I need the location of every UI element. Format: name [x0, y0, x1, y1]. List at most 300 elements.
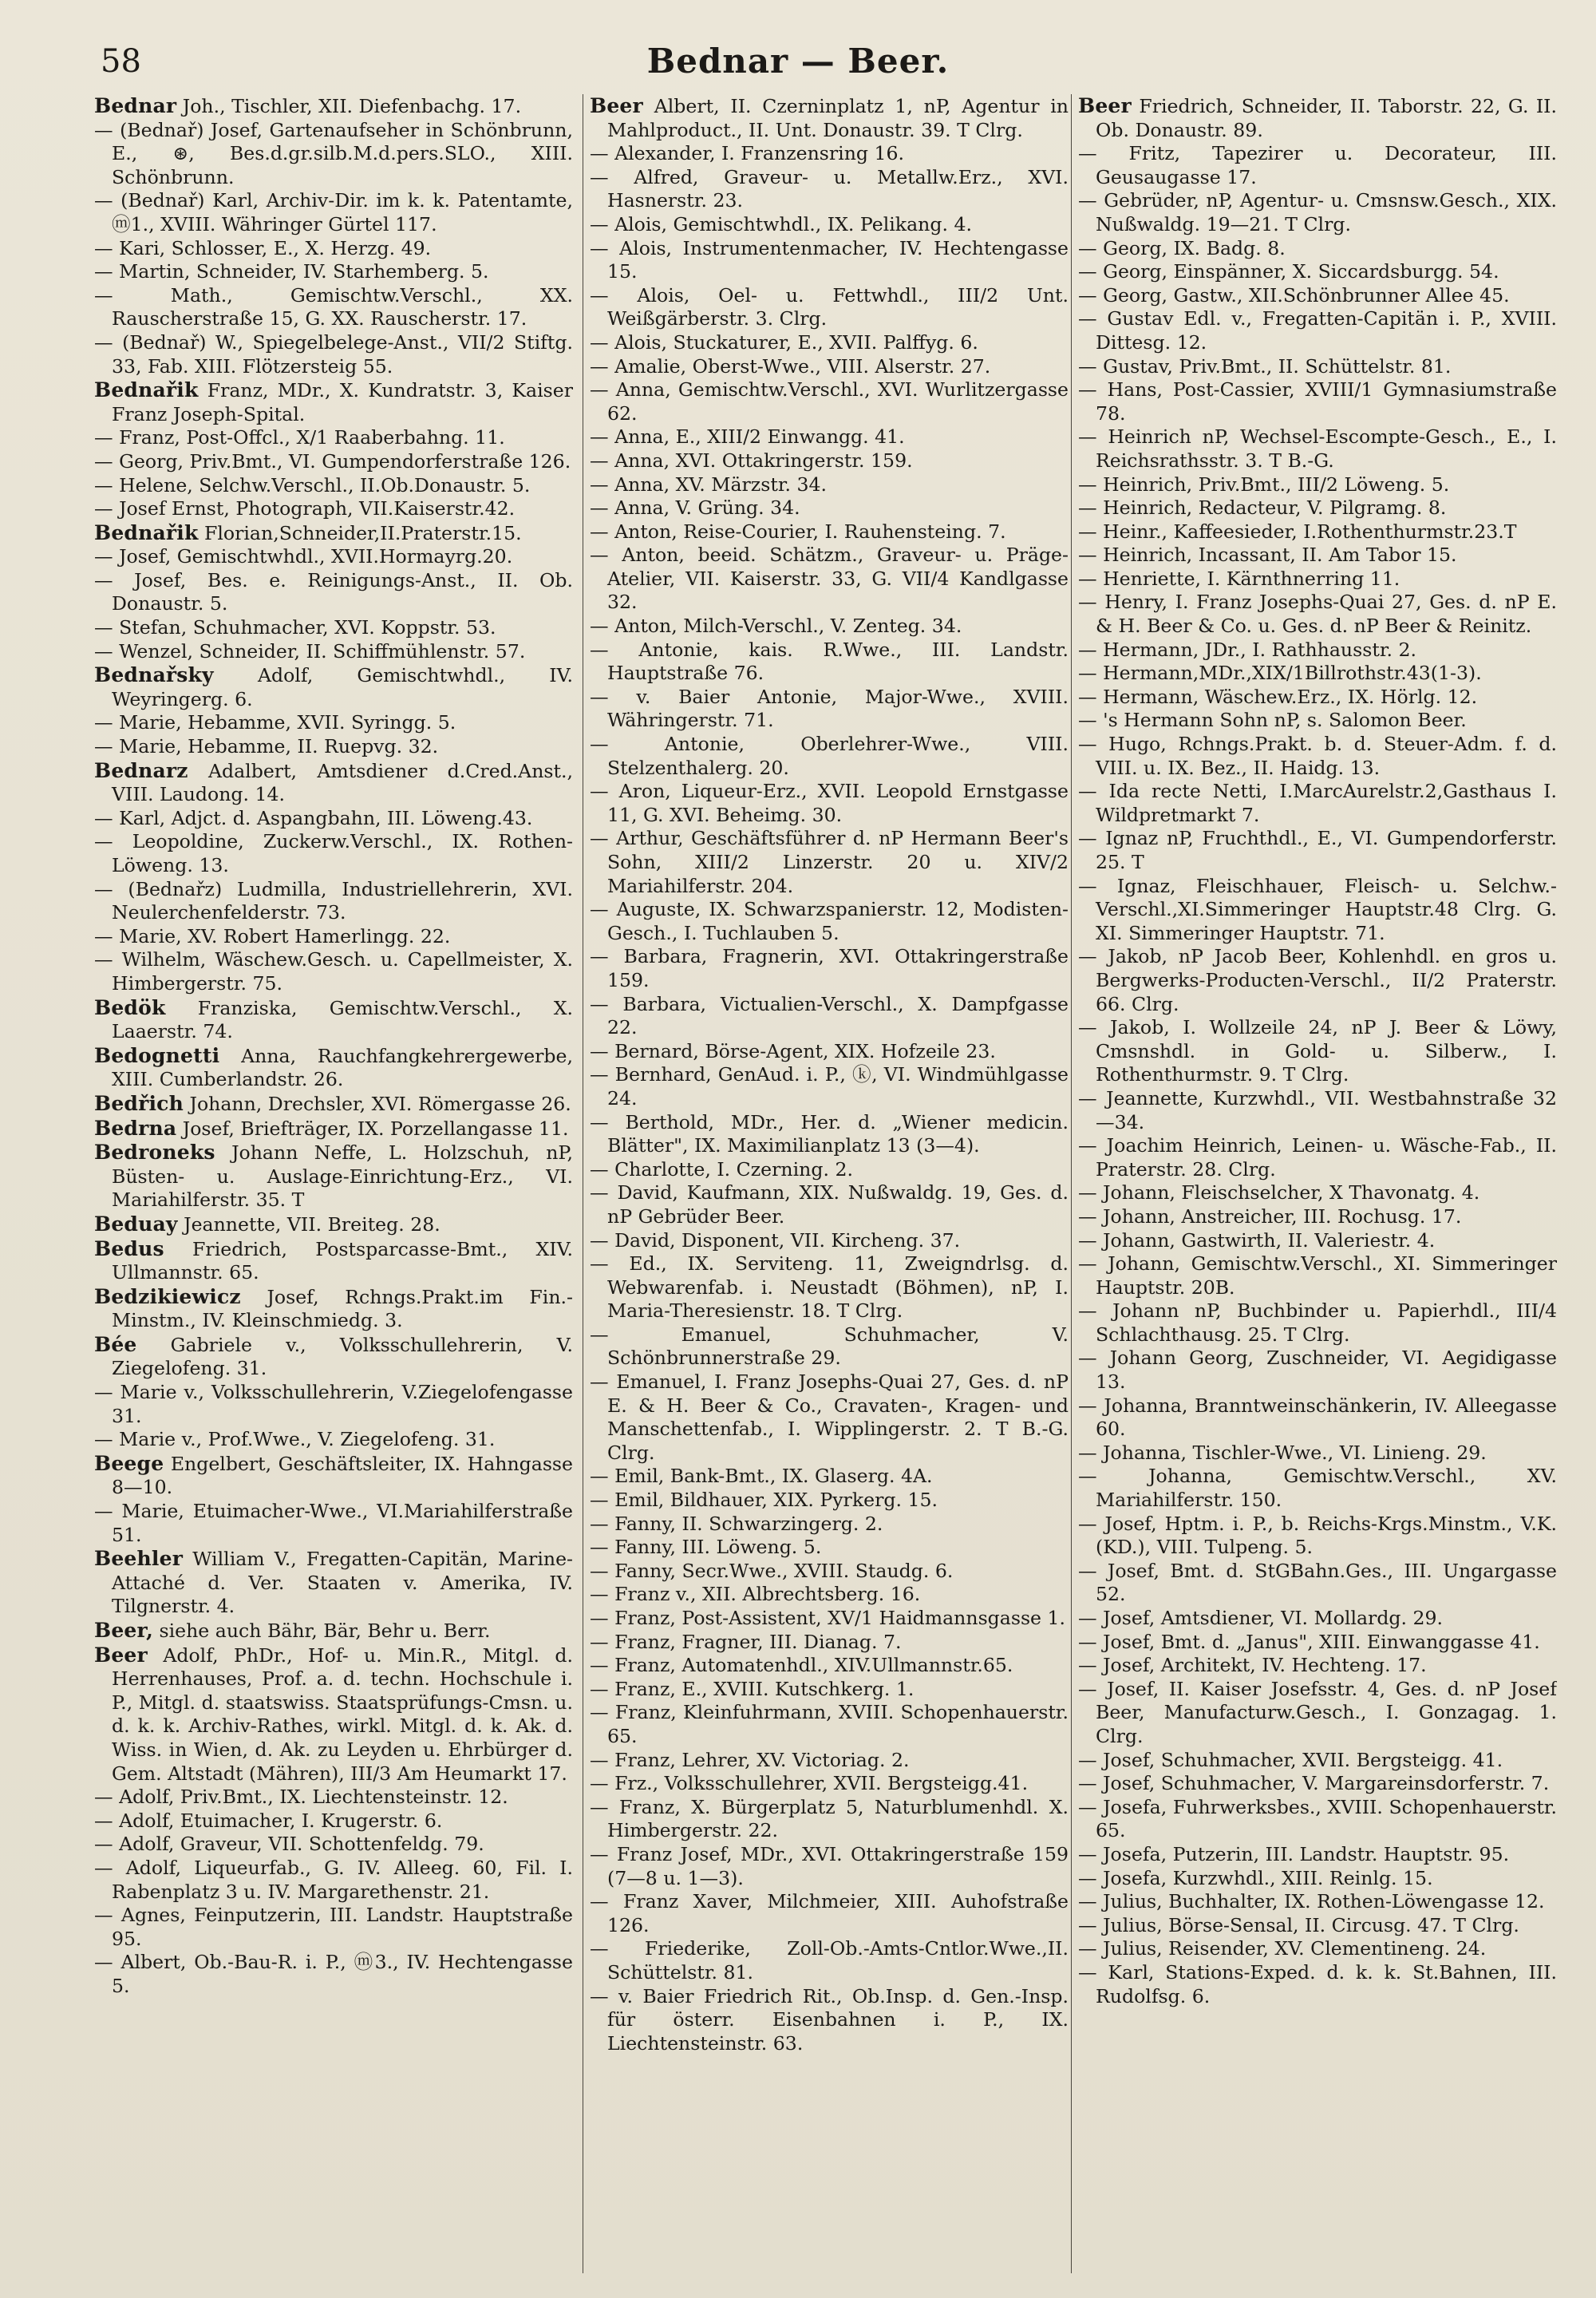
- directory-entry: [590, 1513, 1069, 1537]
- directory-entry: [94, 1500, 573, 1547]
- directory-entry: [1078, 591, 1557, 638]
- directory-entry: [1078, 1252, 1557, 1299]
- directory-entry: [1078, 1087, 1557, 1134]
- entry-text: — Emil, Bank-Bmt., IX. Glaserg. 4A.: [590, 1465, 933, 1488]
- directory-entry: [94, 759, 573, 807]
- directory-entry: [590, 945, 1069, 992]
- directory-entry: [590, 1654, 1069, 1678]
- directory-entry: [590, 1749, 1069, 1773]
- entry-text: — 's Hermann Sohn nP, s. Salomon Beer.: [1078, 709, 1467, 732]
- directory-entry: [94, 284, 573, 331]
- directory-entry: [94, 497, 573, 521]
- directory-entry: [94, 663, 573, 711]
- directory-entry: [1078, 520, 1557, 544]
- directory-entry: [590, 780, 1069, 827]
- directory-entry: [1078, 1394, 1557, 1442]
- directory-entry: [1078, 827, 1557, 874]
- entry-text: — Johann, Gastwirth, II. Valeriestr. 4.: [1078, 1228, 1436, 1252]
- entry-text: — Henriette, I. Kärnthnerring 11.: [1078, 567, 1400, 590]
- entry-text: — Johann, Gemischtw.Verschl., XI. Simmeringer Hauptstr. 20B.: [1078, 1252, 1557, 1299]
- entry-text: — David, Kaufmann, XIX. Nußwaldg. 19, Ges. d. nP Gebrüder Beer.: [590, 1181, 1069, 1228]
- directory-entry: [590, 355, 1069, 379]
- entry-text: — David, Disponent, VII. Kircheng. 37.: [590, 1228, 961, 1252]
- entry-text: Adolf, PhDr., Hof- u. Min.R., Mitgl. d. Herrenhauses, Prof. a. d. techn. Hochschule i. P., Mitgl. d. staatswiss. Staatsprüfungs-Cmsn. u. d. k. k. Archiv-Rathes, wirkl. Mitgl. d. k. Ak. d. Wiss. in Wien, d. Ak. zu Leyden u. Ehrbürger d. Gem. Altstadt (Mähren), III/3 Am Heumarkt 17.: [112, 1643, 573, 1785]
- directory-entry: [590, 1890, 1069, 1937]
- entry-text: — Emanuel, Schuhmacher, V. Schönbrunnerstraße 29.: [590, 1323, 1069, 1370]
- entry-text: Friedrich, Postsparcasse-Bmt., XIV. Ullmannstr. 65.: [112, 1237, 573, 1284]
- entry-text: — Aron, Liqueur-Erz., XVII. Leopold Ernstgasse 11, G. XVI. Beheimg. 30.: [590, 780, 1069, 826]
- entry-text: — Franz, E., XVIII. Kutschkerg. 1.: [590, 1677, 915, 1700]
- directory-entry: [590, 1937, 1069, 1984]
- directory-entry: [94, 1212, 573, 1237]
- column-3: [1071, 94, 1557, 2273]
- entry-text: — Georg, Einspänner, X. Siccardsburgg. 54.: [1078, 260, 1499, 283]
- entry-text: Johann, Drechsler, XVI. Römergasse 26.: [189, 1092, 571, 1115]
- entry-text: — Jakob, nP Jacob Beer, Kohlenhdl. en gros u. Bergwerks-Producten-Verschl., II/2 Praterstr. 66. Clrg.: [1078, 945, 1557, 1015]
- entry-text: — Berthold, MDr., Her. d. „Wiener medicin. Blätter", IX. Maximilianplatz 13 (3—4).: [590, 1110, 1069, 1157]
- entry-text: — Alfred, Graveur- u. Metallw.Erz., XVI. Hasnerstr. 23.: [590, 165, 1069, 212]
- entry-text: — Josef, Amtsdiener, VI. Mollardg. 29.: [1078, 1607, 1444, 1629]
- directory-entry: [94, 426, 573, 450]
- entry-text: — Amalie, Oberst-Wwe., VIII. Alserstr. 27.: [590, 354, 991, 378]
- entry-surname: Beer: [590, 94, 643, 117]
- entry-text: — Franz v., XII. Albrechtsberg. 16.: [590, 1583, 921, 1606]
- entry-text: — Albert, Ob.-Bau-R. i. P., ⓜ3., IV. Hechtengasse 5.: [94, 1951, 573, 1997]
- entry-text: — Josef, Bmt. d. „Janus", XIII. Einwanggasse 41.: [1078, 1630, 1540, 1653]
- entry-text: — Julius, Buchhalter, IX. Rothen-Löwengasse 12.: [1078, 1890, 1545, 1913]
- directory-entry: [94, 94, 573, 119]
- directory-entry: [590, 1370, 1069, 1465]
- entry-text: — Kari, Schlosser, E., X. Herzg. 49.: [94, 236, 432, 259]
- directory-entry: [94, 1857, 573, 1904]
- entry-text: — Barbara, Fragnerin, XVI. Ottakringerstraße 159.: [590, 945, 1069, 991]
- directory-entry: [1078, 568, 1557, 591]
- entry-surname: Bednar: [94, 94, 177, 117]
- directory-entry: [94, 119, 573, 190]
- directory-entry: [590, 1063, 1069, 1110]
- directory-entry: [94, 237, 573, 261]
- entry-text: — Josef, Hptm. i. P., b. Reichs-Krgs.Minstm., V.K. (KD.), VIII. Tulpeng. 5.: [1078, 1512, 1557, 1559]
- directory-entry: [590, 1772, 1069, 1796]
- directory-entry: [590, 733, 1069, 780]
- directory-entry: [1078, 425, 1557, 473]
- directory-entry: [590, 449, 1069, 473]
- directory-entry: [94, 189, 573, 236]
- entry-text: — Antonie, Oberlehrer-Wwe., VIII. Stelzenthalerg. 20.: [590, 733, 1069, 779]
- directory-entry: [1078, 1843, 1557, 1867]
- page-header: [0, 38, 1596, 94]
- entry-text: William V., Fregatten-Capitän, Marine-Attaché d. Ver. Staaten v. Amerika, IV. Tilgnerstr. 4.: [112, 1548, 573, 1618]
- directory-entry: [94, 735, 573, 759]
- entry-text: — Alois, Stuckaturer, E., XVII. Palffyg. 6.: [590, 330, 978, 354]
- column-1: [94, 94, 573, 2273]
- directory-entry: [1078, 686, 1557, 710]
- entry-text: — Josefa, Kurzwhdl., XIII. Reinlg. 15.: [1078, 1866, 1433, 1889]
- entry-surname: Bednařsky: [94, 663, 214, 687]
- entry-text: — Fritz, Tapezirer u. Decorateur, III. Geusaugasse 17.: [1078, 142, 1557, 188]
- directory-entry: [1078, 544, 1557, 568]
- directory-entry: [590, 639, 1069, 686]
- directory-entry: [94, 1428, 573, 1452]
- entry-text: — (Bednařz) Ludmilla, Industriellehrerin, XVI. Neulerchenfelderstr. 73.: [94, 877, 573, 924]
- directory-entry: [1078, 355, 1557, 379]
- entry-text: Adolf, Gemischtwhdl., IV. Weyringerg. 6.: [112, 664, 573, 710]
- directory-entry: [94, 1951, 573, 1998]
- column-2: [583, 94, 1069, 2273]
- entry-text: — Karl, Adjct. d. Aspangbahn, III. Löweng.43.: [94, 806, 533, 829]
- entry-text: Franziska, Gemischtw.Verschl., X. Laaerstr. 74.: [112, 996, 573, 1043]
- directory-entry: [94, 1904, 573, 1951]
- entry-text: — Josefa, Fuhrwerksbes., XVIII. Schopenhauerstr. 65.: [1078, 1795, 1557, 1842]
- directory-entry: [590, 1560, 1069, 1584]
- entry-surname: Bedzikiewicz: [94, 1284, 241, 1308]
- entry-text: — Josef, Bes. e. Reinigungs-Anst., II. Ob. Donaustr. 5.: [94, 568, 573, 615]
- directory-entry: [590, 142, 1069, 166]
- directory-entry: [1078, 709, 1557, 733]
- directory-entry: [1078, 142, 1557, 189]
- entry-text: — (Bednař) W., Spiegelbelege-Anst., VII/2 Stiftg. 33, Fab. XIII. Flötzersteig 55.: [94, 330, 573, 378]
- entry-text: — Gustav Edl. v., Fregatten-Capitän i. P., XVIII. Dittesg. 12.: [1078, 307, 1557, 354]
- entry-text: Joh., Tischler, XII. Diefenbachg. 17.: [182, 95, 522, 117]
- directory-entry: [590, 94, 1069, 142]
- entry-text: — Auguste, IX. Schwarzspanierstr. 12, Modisten-Gesch., I. Tuchlauben 5.: [590, 898, 1069, 944]
- entry-text: — Stefan, Schuhmacher, XVI. Koppstr. 53.: [94, 616, 496, 639]
- directory-entry: [1078, 94, 1557, 142]
- entry-surname: Beege: [94, 1451, 164, 1475]
- directory-entry: [1078, 1961, 1557, 2008]
- directory-entry: [1078, 1678, 1557, 1749]
- entry-text: — Antonie, kais. R.Wwe., III. Landstr. Hauptstraße 76.: [590, 638, 1069, 685]
- entry-text: — Anton, beeid. Schätzm., Graveur- u. Präge-Atelier, VII. Kaiserstr. 33, G. VII/4 Kandlgasse 32.: [590, 544, 1069, 614]
- entry-surname: Bednařik: [94, 520, 199, 544]
- directory-entry: [1078, 1016, 1557, 1087]
- entry-text: — Charlotte, I. Czerning. 2.: [590, 1157, 853, 1181]
- directory-entry: [94, 545, 573, 569]
- entry-text: — Josef, Bmt. d. StGBahn.Ges., III. Ungargasse 52.: [1078, 1559, 1557, 1606]
- entry-surname: Bedroneks: [94, 1141, 215, 1165]
- entry-text: — Martin, Schneider, IV. Starhemberg. 5.: [94, 260, 489, 283]
- entry-text: — Fanny, II. Schwarzingerg. 2.: [590, 1512, 883, 1535]
- directory-entry: [94, 1381, 573, 1428]
- entry-text: — Josefa, Putzerin, III. Landstr. Hauptstr. 95.: [1078, 1842, 1510, 1865]
- directory-entry: [1078, 1181, 1557, 1205]
- entry-text: — Heinr., Kaffeesieder, I.Rothenthurmstr.23.T: [1078, 520, 1517, 543]
- entry-text: — Ignaz, Fleischhauer, Fleisch- u. Selchw.-Verschl.,XI.Simmeringer Hauptstr.48 Clrg. G. XI. Simmeringer Hauptstr. 71.: [1078, 874, 1557, 944]
- entry-text: — Alois, Gemischtwhdl., IX. Pelikang. 4.: [590, 212, 972, 235]
- entry-text: — Anna, Gemischtw.Verschl., XVI. Wurlitzergasse 62.: [590, 378, 1069, 425]
- directory-entry: [590, 378, 1069, 425]
- directory-entry: [1078, 1796, 1557, 1843]
- directory-entry: [590, 473, 1069, 497]
- directory-entry: [1078, 875, 1557, 946]
- entry-text: siehe auch Bähr, Bär, Behr u. Berr.: [159, 1620, 491, 1642]
- directory-entry: [590, 1465, 1069, 1489]
- directory-entry: [94, 1117, 573, 1141]
- entry-text: — Fanny, III. Löweng. 5.: [590, 1536, 822, 1559]
- directory-entry: [1078, 1442, 1557, 1465]
- entry-text: — Johann Georg, Zuschneider, VI. Aegidigasse 13.: [1078, 1347, 1557, 1394]
- directory-entry: [1078, 780, 1557, 827]
- entry-text: — Math., Gemischtw.Verschl., XX. Rauscherstraße 15, G. XX. Rauscherstr. 17.: [94, 283, 573, 330]
- directory-entry: [590, 827, 1069, 898]
- entry-surname: Bée: [94, 1332, 137, 1356]
- directory-entry: [94, 1285, 573, 1333]
- entry-text: — Georg, Gastw., XII.Schönbrunner Allee 45.: [1078, 283, 1510, 307]
- directory-entry: [1078, 237, 1557, 261]
- entry-text: — Gustav, Priv.Bmt., II. Schüttelstr. 81.: [1078, 354, 1452, 378]
- directory-entry: [94, 616, 573, 640]
- directory-entry: [590, 237, 1069, 284]
- entry-text: — Adolf, Priv.Bmt., IX. Liechtensteinstr. 12.: [94, 1786, 508, 1809]
- entry-text: — Josef, Gemischtwhdl., XVII.Hormayrg.20.: [94, 545, 513, 568]
- entry-text: — Ida recte Netti, I.MarcAurelstr.2,Gasthaus I. Wildpretmarkt 7.: [1078, 780, 1557, 826]
- directory-entry: [1078, 1513, 1557, 1560]
- directory-entry: [1078, 260, 1557, 284]
- directory-entry: [590, 425, 1069, 449]
- entry-text: — Jakob, I. Wollzeile 24, nP J. Beer & Löwy, Cmsnshdl. in Gold- u. Silberw., I. Rothenthurmstr. 9. T Clrg.: [1078, 1016, 1557, 1086]
- directory-entry: [590, 1678, 1069, 1702]
- entry-text: — Heinrich, Incassant, II. Am Tabor 15.: [1078, 544, 1457, 567]
- directory-entry: [1078, 1749, 1557, 1773]
- entry-text: — (Bednař) Karl, Archiv-Dir. im k. k. Patentamte, ⓜ1., XVIII. Währinger Gürtel 117.: [94, 189, 573, 235]
- directory-entry: [590, 1607, 1069, 1631]
- entry-text: — Emanuel, I. Franz Josephs-Quai 27, Ges. d. nP E. & H. Beer & Co., Cravaten-, Kragen- und Manschettenfab., I. Wipplingerstr. 2. T B.-G. Clrg.: [590, 1370, 1069, 1464]
- entry-text: Jeannette, VII. Breiteg. 28.: [184, 1212, 440, 1236]
- entry-text: — Josef, Architekt, IV. Hechteng. 17.: [1078, 1654, 1427, 1677]
- directory-entry: [590, 213, 1069, 237]
- directory-entry: [590, 284, 1069, 331]
- directory-entry: [94, 807, 573, 831]
- directory-entry: [590, 1040, 1069, 1064]
- entry-text: — Johanna, Branntweinschänkerin, IV. Alleegasse 60.: [1078, 1394, 1557, 1441]
- entry-surname: Bedus: [94, 1236, 164, 1260]
- entry-text: — Johann, Fleischselcher, X Thavonatg. 4.: [1078, 1181, 1480, 1204]
- entry-text: — Josef Ernst, Photograph, VII.Kaiserstr.42.: [94, 497, 516, 520]
- directory-entry: [590, 993, 1069, 1040]
- directory-entry: [1078, 307, 1557, 354]
- entry-text: — Hugo, Rchngs.Prakt. b. d. Steuer-Adm. f. d. VIII. u. IX. Bez., II. Haidg. 13.: [1078, 733, 1557, 779]
- entry-text: — Ed., IX. Serviteng. 11, Zweigndrlsg. d. Webwarenfab. i. Neustadt (Böhmen), nP, I. Maria-Theresienstr. 18. T Clrg.: [590, 1252, 1069, 1323]
- directory-entry: [94, 948, 573, 995]
- directory-entry: [590, 1158, 1069, 1182]
- directory-entry: [94, 1452, 573, 1500]
- entry-text: — Helene, Selchw.Verschl., II.Ob.Donaustr. 5.: [94, 473, 531, 496]
- entry-text: — Julius, Börse-Sensal, II. Circusg. 47. T Clrg.: [1078, 1913, 1519, 1936]
- entry-text: — Bernard, Börse-Agent, XIX. Hofzeile 23.: [590, 1039, 996, 1062]
- directory-entry: [94, 1044, 573, 1092]
- entry-text: — Marie, XV. Robert Hamerlingg. 22.: [94, 924, 451, 947]
- directory-entry: [1078, 945, 1557, 1016]
- entry-text: — Frz., Volksschullehrer, XVII. Bergsteigg.41.: [590, 1772, 1029, 1795]
- directory-entry: [94, 378, 573, 426]
- entry-text: — Georg, Priv.Bmt., VI. Gumpendorferstraße 126.: [94, 449, 571, 473]
- entry-text: — Hermann,MDr.,XIX/1Billrothstr.43(1-3).: [1078, 662, 1482, 685]
- entry-text: — Hermann, JDr., I. Rathhausstr. 2.: [1078, 638, 1417, 661]
- entry-text: — Henry, I. Franz Josephs-Quai 27, Ges. d. nP E. & H. Beer & Co. u. Ges. d. nP Beer & Reinitz.: [1078, 591, 1557, 638]
- directory-entry: [590, 1111, 1069, 1158]
- running-head: Bednar — Beer.: [646, 42, 950, 81]
- entry-surname: Bednařik: [94, 378, 199, 402]
- entry-text: — v. Baier Antonie, Major-Wwe., XVIII. Währingerstr. 71.: [590, 685, 1069, 732]
- entry-text: Anna, Rauchfangkehrergewerbe, XIII. Cumberlandstr. 26.: [112, 1044, 573, 1091]
- entry-surname: Bedrna: [94, 1116, 177, 1140]
- entry-text: — Anna, V. Grüng. 34.: [590, 496, 800, 520]
- entry-surname: Bedognetti: [94, 1043, 220, 1067]
- entry-text: — Heinrich nP, Wechsel-Escompte-Gesch., E., I. Reichsrathsstr. 3. T B.-G.: [1078, 425, 1557, 472]
- entry-text: — Gebrüder, nP, Agentur- u. Cmsnsw.Gesch., XIX. Nußwaldg. 19—21. T Clrg.: [1078, 189, 1557, 235]
- directory-entry: [94, 1643, 573, 1786]
- entry-text: — Jeannette, Kurzwhdl., VII. Westbahnstraße 32—34.: [1078, 1086, 1557, 1133]
- entry-text: — v. Baier Friedrich Rit., Ob.Insp. d. Gen.-Insp. für österr. Eisenbahnen i. P., IX. Liechtensteinstr. 63.: [590, 1984, 1069, 2055]
- directory-entry: [1078, 1560, 1557, 1607]
- entry-surname: Bedök: [94, 995, 166, 1019]
- entry-text: — Leopoldine, Zuckerw.Verschl., IX. Rothen-Löweng. 13.: [94, 830, 573, 876]
- directory-entry: [94, 1092, 573, 1117]
- entry-text: — Marie, Hebamme, XVII. Syringg. 5.: [94, 711, 456, 734]
- entry-text: — Ignaz nP, Fruchthdl., E., VI. Gumpendorferstr. 25. T: [1078, 827, 1557, 873]
- entry-text: — Bernhard, GenAud. i. P., ⓚ, VI. Windmühlgasse 24.: [590, 1063, 1069, 1109]
- directory-entry: [1078, 1134, 1557, 1181]
- entry-text: — Wenzel, Schneider, II. Schiffmühlenstr. 57.: [94, 639, 526, 663]
- directory-entry: [1078, 378, 1557, 425]
- directory-entry: [590, 496, 1069, 520]
- entry-text: — Arthur, Geschäftsführer d. nP Hermann Beer's Sohn, XIII/2 Linzerstr. 20 u. XIV/2 Mariahilferstr. 204.: [590, 827, 1069, 897]
- directory-entry: [1078, 1465, 1557, 1512]
- directory-entry: [590, 1985, 1069, 2056]
- entry-text: — Fanny, Secr.Wwe., XVIII. Staudg. 6.: [590, 1559, 954, 1582]
- entry-text: — Josef, II. Kaiser Josefsstr. 4, Ges. d. nP Josef Beer, Manufacturw.Gesch., I. Gonzagag. 1. Clrg.: [1078, 1677, 1557, 1747]
- directory-entry: [1078, 1229, 1557, 1253]
- directory-entry: [590, 331, 1069, 355]
- entry-text: Johann Neffe, L. Holzschuh, nP, Büsten- u. Auslage-Einrichtung-Erz., VI. Mariahilferstr. 35. T: [112, 1141, 573, 1212]
- directory-entry: [94, 1786, 573, 1810]
- entry-text: Adalbert, Amtsdiener d.Cred.Anst., VIII. Laudong. 14.: [112, 759, 573, 806]
- entry-text: — Franz Josef, MDr., XVI. Ottakringerstraße 159 (7—8 u. 1—3).: [590, 1842, 1069, 1889]
- page-number: 58: [101, 43, 141, 80]
- directory-entry: [1078, 284, 1557, 308]
- entry-text: — Franz, Automatenhdl., XIV.Ullmannstr.65.: [590, 1654, 1013, 1677]
- directory-entry: [1078, 1937, 1557, 1961]
- directory-entry: [590, 166, 1069, 213]
- entry-text: — Adolf, Graveur, VII. Schottenfeldg. 79.: [94, 1833, 484, 1856]
- directory-entry: [94, 1547, 573, 1619]
- entry-text: — Marie v., Volksschullehrerin, V.Ziegelofengasse 31.: [94, 1381, 573, 1427]
- directory-entry: [590, 1252, 1069, 1323]
- directory-entry: [590, 1489, 1069, 1513]
- directory-entry: [94, 1810, 573, 1833]
- entry-text: — Franz, Post-Assistent, XV/1 Haidmannsgasse 1.: [590, 1607, 1066, 1629]
- entry-text: — Alois, Instrumentenmacher, IV. Hechtengasse 15.: [590, 236, 1069, 283]
- entry-surname: Bednarz: [94, 758, 188, 782]
- entry-text: — Anton, Milch-Verschl., V. Zenteg. 34.: [590, 615, 962, 638]
- directory-entry: [590, 615, 1069, 639]
- entry-text: — Franz, Kleinfuhrmann, XVIII. Schopenhauerstr. 65.: [590, 1701, 1069, 1747]
- entry-text: — Emil, Bildhauer, XIX. Pyrkerg. 15.: [590, 1489, 938, 1512]
- entry-text: — Marie, Etuimacher-Wwe., VI.Mariahilferstraße 51.: [94, 1500, 573, 1546]
- directory-entry: [94, 878, 573, 925]
- entry-text: — Alexander, I. Franzensring 16.: [590, 142, 905, 165]
- directory-entry: [590, 1323, 1069, 1370]
- directory-entry: [94, 711, 573, 735]
- directory-entry: [1078, 1299, 1557, 1347]
- directory-entry: [1078, 1914, 1557, 1938]
- entry-text: — Agnes, Feinputzerin, III. Landstr. Hauptstraße 95.: [94, 1904, 573, 1950]
- directory-entry: [94, 260, 573, 284]
- directory-entry: [94, 925, 573, 949]
- directory-entry: [94, 1333, 573, 1381]
- entry-text: — (Bednař) Josef, Gartenaufseher in Schönbrunn, E., ⊛, Bes.d.gr.silb.M.d.pers.SLO., XIII. Schönbrunn.: [94, 118, 573, 188]
- directory-entry: [590, 520, 1069, 544]
- entry-surname: Bedřich: [94, 1091, 184, 1115]
- directory-entry: [94, 1237, 573, 1285]
- entry-surname: Beer: [94, 1643, 148, 1667]
- directory-entry: [1078, 1607, 1557, 1631]
- entry-text: — Anton, Reise-Courier, I. Rauhensteing. 7.: [590, 520, 1006, 543]
- entry-text: — Hans, Post-Cassier, XVIII/1 Gymnasiumstraße 78.: [1078, 378, 1557, 425]
- entry-text: — Adolf, Liqueurfab., G. IV. Alleeg. 60, Fil. I. Rabenplatz 3 u. IV. Margarethenstr. 21.: [94, 1856, 573, 1903]
- directory-entry: [1078, 733, 1557, 780]
- entry-text: — Josef, Schuhmacher, V. Margareinsdorferstr. 7.: [1078, 1772, 1550, 1795]
- entry-text: — Alois, Oel- u. Fettwhdl., III/2 Unt. Weißgärberstr. 3. Clrg.: [590, 283, 1069, 330]
- directory-entry: [590, 1843, 1069, 1890]
- directory-entry: [1078, 1631, 1557, 1655]
- directory-entry: [94, 640, 573, 664]
- entry-text: — Anna, XV. Märzstr. 34.: [590, 473, 828, 496]
- entry-surname: Beduay: [94, 1212, 178, 1236]
- entry-text: — Franz Xaver, Milchmeier, XIII. Auhofstraße 126.: [590, 1890, 1069, 1936]
- entry-text: — Friederike, Zoll-Ob.-Amts-Cntlor.Wwe.,II. Schüttelstr. 81.: [590, 1937, 1069, 1984]
- entry-text: Albert, II. Czerninplatz 1, nP, Agentur in Mahlproduct., II. Unt. Donaustr. 39. T Clrg.: [607, 95, 1069, 141]
- entry-text: Franz, MDr., X. Kundratstr. 3, Kaiser Franz Joseph-Spital.: [112, 379, 573, 425]
- entry-text: — Franz, Fragner, III. Dianag. 7.: [590, 1630, 902, 1653]
- entry-text: — Johanna, Gemischtw.Verschl., XV. Mariahilferstr. 150.: [1078, 1465, 1557, 1512]
- entry-surname: Beer,: [94, 1619, 153, 1642]
- entry-text: — Anna, XVI. Ottakringerstr. 159.: [590, 449, 913, 472]
- entry-text: — Johann nP, Buchbinder u. Papierhdl., III/4 Schlachthausg. 25. T Clrg.: [1078, 1299, 1557, 1346]
- entry-text: — Hermann, Wäschew.Erz., IX. Hörlg. 12.: [1078, 685, 1478, 708]
- entry-text: — Adolf, Etuimacher, I. Krugerstr. 6.: [94, 1809, 443, 1832]
- directory-entry: [1078, 473, 1557, 497]
- directory-entry: [590, 686, 1069, 733]
- directory-entry: [94, 1619, 573, 1643]
- entry-text: — Franz, X. Bürgerplatz 5, Naturblumenhdl. X. Himbergerstr. 22.: [590, 1795, 1069, 1842]
- entry-text: — Johann, Anstreicher, III. Rochusg. 17.: [1078, 1204, 1462, 1228]
- directory-entry: [1078, 662, 1557, 686]
- entry-surname: Beehler: [94, 1547, 184, 1571]
- entry-text: — Anna, E., XIII/2 Einwangg. 41.: [590, 425, 905, 449]
- directory-entry: [1078, 1347, 1557, 1394]
- directory-entry: [590, 1229, 1069, 1253]
- entry-text: — Julius, Reisender, XV. Clementineng. 24.: [1078, 1937, 1487, 1960]
- entry-text: — Heinrich, Redacteur, V. Pilgramg. 8.: [1078, 496, 1447, 520]
- directory-entry: [1078, 496, 1557, 520]
- entry-text: — Johanna, Tischler-Wwe., VI. Linieng. 29.: [1078, 1441, 1487, 1464]
- entry-text: — Heinrich, Priv.Bmt., III/2 Löweng. 5.: [1078, 473, 1450, 496]
- directory-entry: [94, 996, 573, 1044]
- directory-entry: [590, 1583, 1069, 1607]
- directory-entry: [590, 544, 1069, 615]
- directory-entry: [590, 1631, 1069, 1655]
- entry-text: — Marie v., Prof.Wwe., V. Ziegelofeng. 31.: [94, 1428, 496, 1451]
- directory-entry: [590, 1796, 1069, 1843]
- entry-text: — Josef, Schuhmacher, XVII. Bergsteigg. 41.: [1078, 1748, 1503, 1771]
- directory-entry: [94, 450, 573, 474]
- directory-entry: [1078, 1890, 1557, 1914]
- entry-text: — Franz, Lehrer, XV. Victoriag. 2.: [590, 1748, 910, 1771]
- directory-entry: [1078, 1205, 1557, 1229]
- directory-entry: [1078, 1867, 1557, 1891]
- entry-text: — Georg, IX. Badg. 8.: [1078, 236, 1286, 259]
